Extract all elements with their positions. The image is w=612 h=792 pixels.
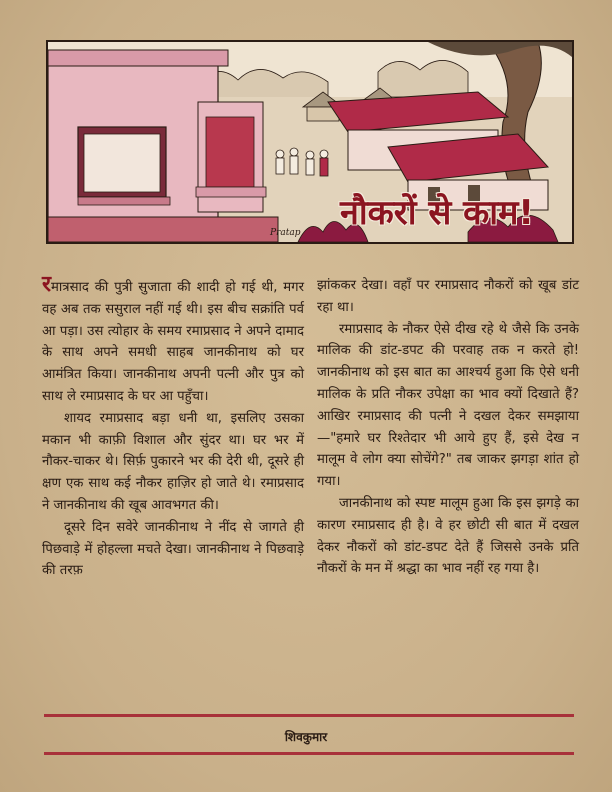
bottom-divider-rule <box>44 752 574 755</box>
drop-cap: र <box>42 272 51 297</box>
author-name: शिवकुमार <box>284 730 328 744</box>
paragraph-1: रमात्रसाद की पुत्री सुजाता की शादी हो गई थी, मगर वह अब तक ससुराल नहीं गई थी। इस बीच सक्रांति पर्व आ पड़ा। उस त्योहार के समय रमाप्रसाद ने अपने दामाद के साथ अपने समधी साहब जानकीनाथ को घर आमंत्रित किया। जानकीनाथ अपनी पत्नी और पुत्र को साथ ले रमाप्रसाद के घर आ पहुँचा। <box>42 272 304 404</box>
paragraph-5: रमाप्रसाद के नौकर ऐसे दीख रहे थे जैसे कि उनके मालिक की डांट-डपट की परवाह तक न करते हो! जानकीनाथ को इस बात का आश्चर्य हुआ कि ऐसे धनी मालिक के प्रति नौकर उपेक्षा का भाव क्यों दिखाते हैं? आखिर रमाप्रसाद की पत्नी ने दखल देकर समझाया—"हमारे घर रिश्तेदार भी आये हुए हैं, इसे देख न मालूम वे लोग क्या सोचेंगे?" तब जाकर झगड़ा शांत हो गया। <box>317 321 579 490</box>
paragraph-3: दूसरे दिन सवेरे जानकीनाथ ने नींद से जागते ही पिछवाड़े में होहल्ला मचते देखा। जानकीनाथ ने पिछवाड़े की तरफ़ <box>42 519 304 579</box>
left-column <box>42 272 304 582</box>
paragraph-6: जानकीनाथ को स्पष्ट मालूम हुआ कि इस झगड़े का कारण रमाप्रसाद ही है। वे हर छोटी सी बात में दखल देकर नौकरों को डांट-डपट देते हैं जिससे उनके प्रति नौकरों के मन में श्रद्धा का भाव नहीं रह गया है। <box>317 495 579 577</box>
story-title: नौकरों से काम! <box>340 193 534 233</box>
illustration-signature: Pratap <box>270 228 301 238</box>
paragraph-2: शायद रमाप्रसाद बड़ा धनी था, इसलिए उसका मकान भी काफ़ी विशाल और सुंदर था। घर भर में नौकर-चाकर थे। सिर्फ़ पुकारने भर की देरी थी, दूसरे ही क्षण एक साथ कई नौकर हाज़िर हो जाते थे। रमाप्रसाद ने जानकीनाथ की खूब आवभगत की। <box>42 410 304 513</box>
paragraph-4: झांककर देखा। वहाँ पर रमाप्रसाद नौकरों को खूब डांट रहा था। <box>317 278 579 315</box>
right-column <box>317 275 579 580</box>
top-divider-rule <box>44 714 574 717</box>
